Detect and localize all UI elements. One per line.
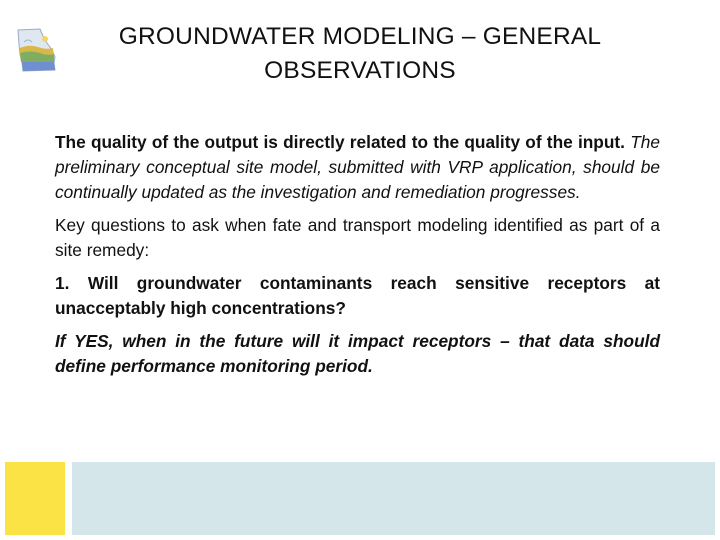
paragraph-quality bbox=[55, 130, 660, 205]
footer-blue-bar bbox=[72, 462, 715, 535]
paragraph-key-questions: Key questions to ask when fate and transport modeling identified as part of a site remedy: bbox=[55, 215, 660, 260]
question-1-followup: If YES, when in the future will it impact receptors – that data should define performance monitoring period. bbox=[55, 331, 660, 376]
georgia-state-logo-icon bbox=[14, 26, 60, 74]
question-1: 1. Will groundwater contaminants reach sensitive receptors at unacceptably high concentrations? bbox=[55, 273, 660, 318]
title-line-1: GROUNDWATER MODELING – GENERAL bbox=[118, 23, 602, 50]
quality-statement: The quality of the output is directly related to the quality of the input. bbox=[55, 132, 625, 152]
slide-body bbox=[55, 130, 660, 387]
title-line-2: OBSERVATIONS bbox=[264, 57, 456, 84]
page-title bbox=[90, 20, 630, 88]
footer-yellow-block bbox=[5, 462, 65, 535]
conceptual-model-note: The preliminary conceptual site model, submitted with VRP application, should be continually updated as the investigation and remediation progresses. bbox=[55, 132, 660, 202]
